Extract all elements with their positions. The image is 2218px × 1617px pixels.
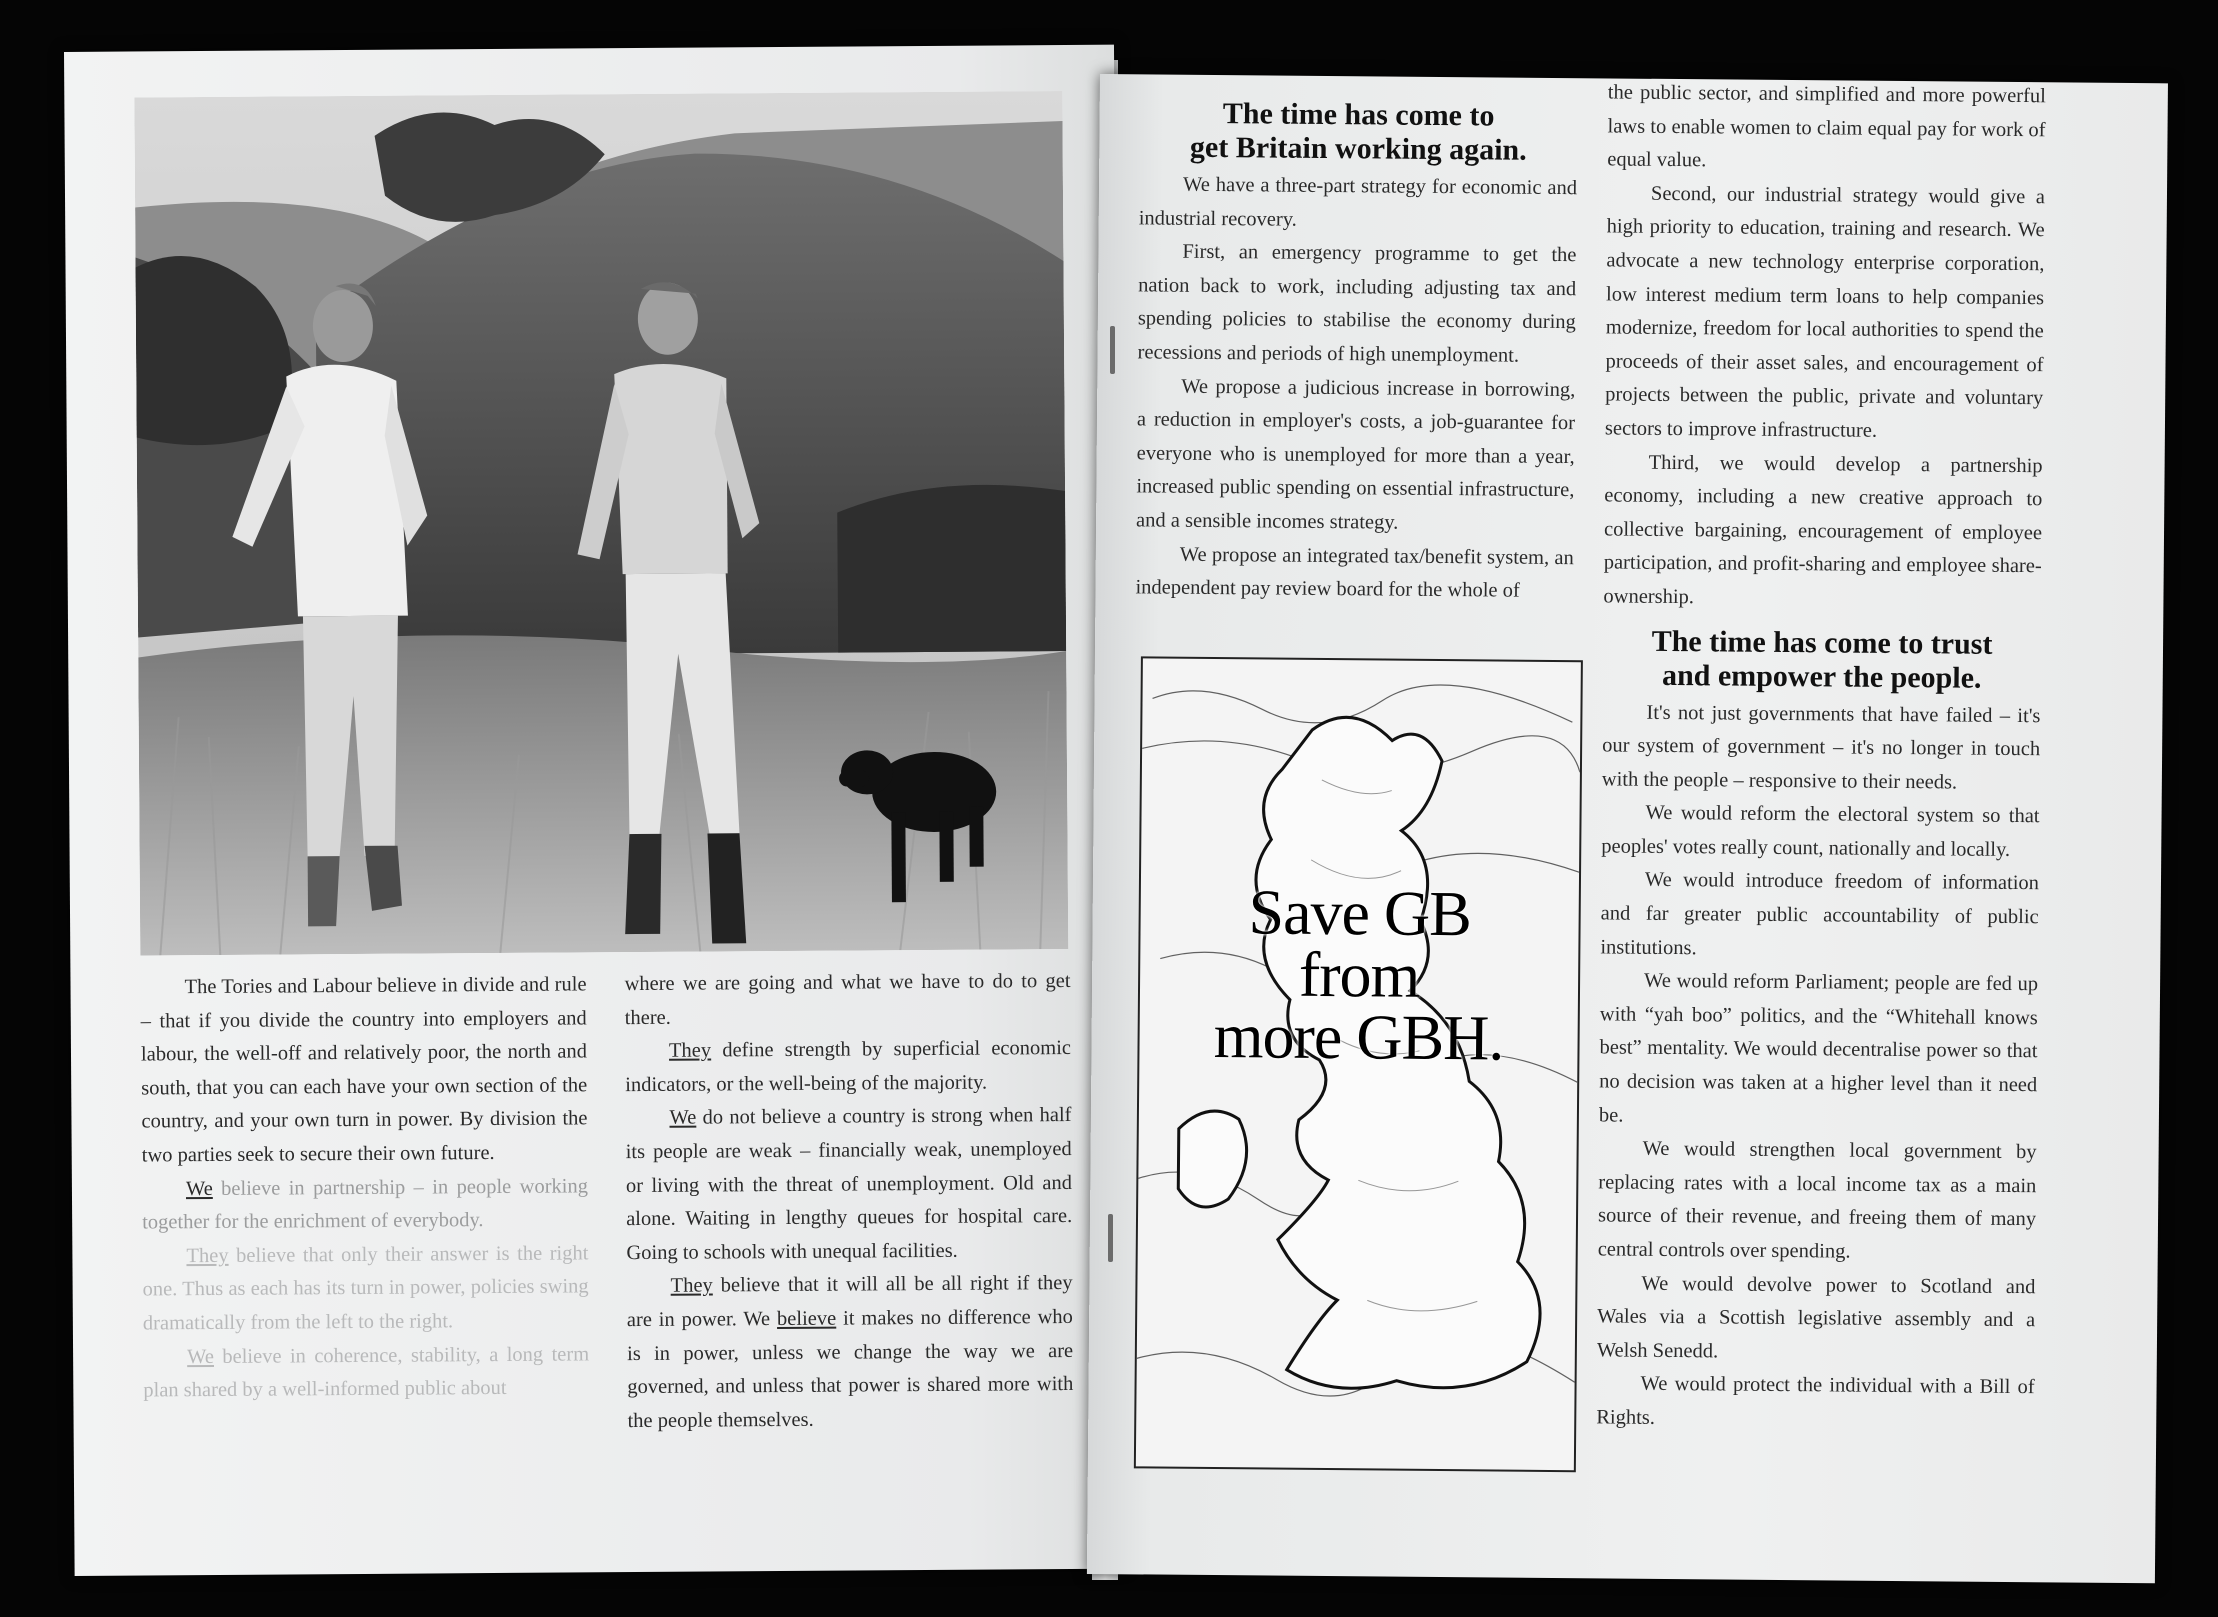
paragraph: We do not believe a country is strong when half its people are weak – financially weak, unemployed or living with the threat of unemployment. Old and alone. Waiting in lengthy queues for hospital care. Going to schools with unequal facilities. — [625, 1104, 1073, 1264]
paragraph: The Tories and Labour believe in divide and rule – that if you divide the country into employers and labour, the well-off and relatively poor, the north and south, that you can each have your own section of the country, and your own turn in power. By division the two parties seek to secure their own future. — [140, 973, 588, 1167]
paragraph: We believe in partnership – in people working together for the enrichment of everybody. — [142, 1174, 589, 1234]
paragraph: They believe that it will all be all right if they are in power. We believe it makes no difference who is in power, unless we change the way we are governed, and unless that power is shared more with the people themselves. — [626, 1272, 1074, 1432]
right-column-2 — [1596, 76, 2046, 1438]
paragraph: They believe that only their answer is the right one. Thus as each has its turn in power, policies swing dramatically from the left to the right. — [142, 1242, 589, 1335]
paragraph: where we are going and what we have to do to get there. — [624, 969, 1071, 1029]
paragraph: We would reform Parliament; people are fed up with “yah boo” politics, and the “Whitehall knows best” mentality. We would decentralise power so that no decision was taken at a higher level than it need be. — [1598, 970, 2039, 1127]
map-slogan: Save GB from more GBH. — [1213, 876, 1504, 1074]
paragraph: We would reform the electoral system so that peoples' votes really count, nationally and locally. — [1601, 802, 2040, 861]
paragraph: It's not just governments that have failed – it's our system of government – it's no longer in touch with the people – responsive to their needs. — [1601, 701, 2041, 794]
paragraph: We believe in coherence, stability, a long term plan shared by a well-informed public about — [143, 1342, 590, 1402]
photo-two-men-walking-with-dog — [134, 91, 1068, 955]
paragraph: We would introduce freedom of information and far greater public accountability of public institutions. — [1600, 869, 2040, 959]
paragraph: We would protect the individual with a Bill of Rights. — [1596, 1373, 2035, 1429]
right-column-1 — [1135, 96, 1577, 609]
staple-bottom — [1108, 1214, 1113, 1262]
paragraph: First, an emergency programme to get the nation back to work, including adjusting tax and spending policies to stabilise the economy during recessions and periods of high unemployment. — [1137, 240, 1577, 367]
britain-map-illustration — [1134, 656, 1583, 1472]
left-column-1 — [140, 968, 589, 1408]
paragraph: We would devolve power to Scotland and Wales via a Scottish legislative assembly and a Welsh Senedd. — [1596, 1272, 2036, 1363]
paragraph: We propose an integrated tax/benefit system, an independent pay review board for the whole of — [1135, 543, 1574, 602]
heading-get-britain-working: The time has come to get Britain working again. — [1189, 97, 1527, 167]
right-page — [1087, 74, 2168, 1583]
left-page — [64, 45, 1125, 1576]
heading-trust-and-empower: The time has come to trust and empower the people. — [1651, 624, 1993, 695]
paragraph: We propose a judicious increase in borrowing, a reduction in employer's costs, a job-guarantee for everyone who is unemployed for more than a year, increased public spending on essential infrastructure, and a sensible incomes strategy. — [1136, 375, 1576, 534]
left-column-2 — [624, 965, 1073, 1438]
paragraph: We have a three-part strategy for economic and industrial recovery. — [1138, 173, 1578, 231]
paragraph: the public sector, and simplified and more powerful laws to enable women to claim equal pay for work of equal value. — [1607, 81, 2046, 172]
paragraph: We would strengthen local government by replacing rates with a local income tax as a main source of their revenue, and freeing them of many central controls over spending. — [1597, 1137, 2037, 1263]
staple-top — [1110, 326, 1115, 374]
paragraph: Third, we would develop a partnership economy, including a new creative approach to collective bargaining, encouragement of employee participation, and profit-sharing and employee share-ownership. — [1603, 451, 2043, 609]
paragraph: They define strength by superficial economic indicators, or the well-being of the majority. — [625, 1037, 1072, 1096]
paragraph: Second, our industrial strategy would give a high priority to education, training and research. We advocate a new technology enterprise corporation, low interest medium term loans to help companies modernize, freedom for local authorities to spend the proceeds of their asset sales, and encouragement of projects between the public, private and voluntary sectors to improve infrastructure. — [1604, 182, 2046, 442]
